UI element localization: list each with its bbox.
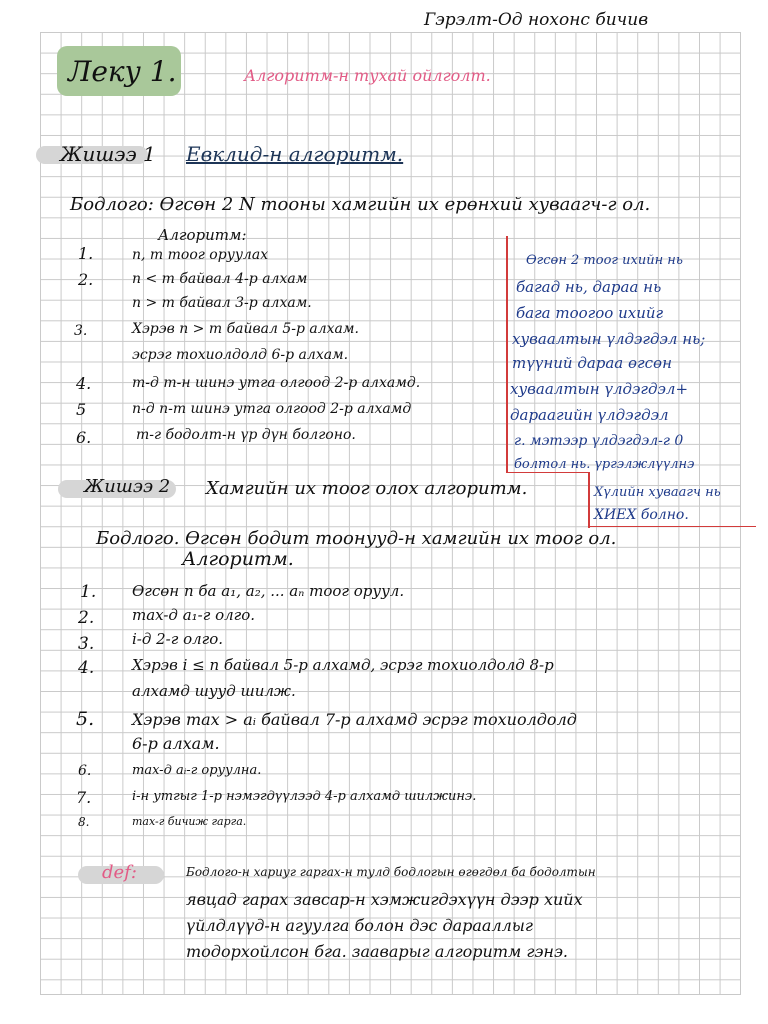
step-text: n < m байвал 4-р алхам (132, 271, 308, 287)
example-2-problem-line2: Алгоритм. (182, 548, 294, 570)
step-text: Хэрэв max > aᵢ байвал 7-р алхамд эсрэг тохиолдолд (132, 710, 577, 729)
example-1-problem: Бодлого: Өгсөн 2 N тооны хамгийн их ерөнхий хуваагч-г ол. (70, 194, 651, 215)
example-2-heading: Хамгийн их тоог олох алгоритм. (206, 478, 528, 499)
top-note: Гэрэлт-Од нохонс бичив (424, 10, 649, 30)
definition-line: явцад гарах завсар-н хэмжигдэхүүн дээр хийх (186, 890, 583, 909)
step-text: max-г бичиж гарга. (132, 815, 247, 828)
side-note-line: дараагийн үлдэгдэл (510, 406, 669, 424)
definition-line: Бодлого-н хариуг гаргах-н тулд бодлогын өгөгдөл ба бодолтын (186, 865, 596, 879)
step-text: 6-р алхам. (132, 734, 220, 753)
side-note-line: г. мэтээр үлдэгдэл-г 0 (514, 433, 684, 449)
example-2-problem-line1: Бодлого. Өгсөн бодит тоонууд-н хамгийн их тоог ол. (96, 528, 617, 549)
step-number: 5. (76, 708, 95, 730)
example-1-heading: Евклид-н алгоритм. (186, 142, 404, 166)
definition-tag: def: (102, 862, 137, 883)
side-note-line: Өгсөн 2 тоог ихийн нь (526, 253, 683, 268)
step-text: max-д aᵢ-г оруулна. (132, 763, 262, 778)
example-1-tag: Жишээ 1 (60, 142, 156, 166)
step-number: 6. (78, 763, 92, 779)
step-text: алхамд шууд шилж. (132, 682, 296, 700)
step-number: 3. (74, 323, 88, 339)
note-border-base (588, 526, 756, 527)
definition-line: үйлдлүүд-н агуулга болон дэс дарааллыг (186, 916, 533, 935)
step-text: max-д a₁-г олго. (132, 606, 256, 624)
step-text: Хэрэв i ≤ n байвал 5-р алхамд, эсрэг тохиолдолд 8-р (132, 656, 554, 674)
note-border-bottom (506, 472, 590, 473)
side-note-line: хуваалтын үлдэгдэл+ (510, 380, 689, 398)
side-note-line: түүний дараа өгсөн (512, 354, 672, 372)
step-text: n, m тоог оруулах (132, 247, 269, 263)
step-text: эсрэг тохиолдолд 6-р алхам. (132, 347, 349, 363)
step-number: 6. (76, 428, 92, 447)
step-text: Өгсөн n ба a₁, a₂, ... aₙ тоог оруул. (132, 582, 405, 600)
step-text: i-д 2-г олго. (132, 630, 224, 648)
note-border-left (506, 236, 508, 472)
side-note-line: бага тоогоо ихийг (516, 304, 664, 322)
step-number: 3. (78, 634, 95, 654)
definition-line: тодорхойлсон бга. зааварыг алгоритм гэнэ. (186, 942, 568, 961)
step-text: i-н утгыг 1-р нэмэгдүүлээд 4-р алхамд шилжинэ. (132, 789, 477, 804)
step-number: 2. (78, 608, 95, 628)
side-note-line: багад нь, дараа нь (516, 278, 662, 296)
step-number: 1. (80, 582, 97, 602)
step-text: n-д n-m шинэ утга олгоод 2-р алхамд (132, 401, 412, 417)
lecture-subtitle: Алгоритм-н тухай ойлголт. (244, 66, 491, 85)
lecture-title: Леку 1. (68, 55, 177, 88)
side-note-line: ХИЕХ болно. (594, 507, 689, 523)
example-2-tag: Жишээ 2 (84, 476, 171, 497)
step-number: 4. (78, 658, 95, 678)
side-note-line: Хүлийн хуваагч нь (594, 485, 721, 500)
step-number: 1. (78, 244, 94, 263)
step-number: 2. (78, 270, 94, 289)
step-text: Хэрэв n > m байвал 5-р алхам. (132, 321, 359, 337)
step-number: 8. (78, 815, 90, 829)
note-border-inner (588, 472, 590, 528)
step-number: 7. (76, 788, 92, 807)
step-text: m-г бодолт-н үр дүн болгоно. (136, 427, 356, 443)
side-note-line: хуваалтын үлдэгдэл нь; (512, 330, 706, 348)
side-note-line: болтол нь. үргэлжлүүлнэ (514, 457, 695, 472)
step-number: 4. (76, 374, 92, 393)
step-text: n > m байвал 3-р алхам. (132, 295, 312, 311)
step-text: m-д m-н шинэ утга олгоод 2-р алхамд. (132, 375, 421, 391)
step-number: 5 (76, 400, 87, 419)
example-1-algo-label: Алгоритм: (158, 226, 247, 244)
